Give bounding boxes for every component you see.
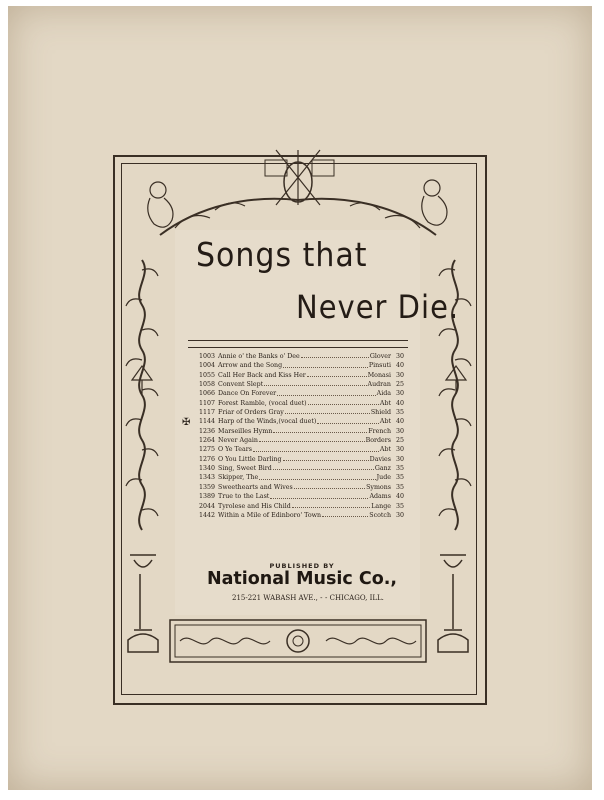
- song-number: 1275: [199, 446, 216, 454]
- song-composer: Monasi: [367, 371, 391, 379]
- song-number: 1343: [199, 474, 216, 482]
- song-list-item: [199, 502, 404, 511]
- title-line-1: Songs that: [196, 236, 368, 275]
- song-price: 40: [395, 362, 404, 370]
- song-composer: Scotch: [369, 511, 391, 519]
- song-number: 1340: [199, 465, 216, 473]
- song-composer: Aida: [376, 390, 391, 398]
- song-title: Within a Mile of Edinboro' Town: [218, 511, 322, 519]
- song-title: Convent Slept: [218, 381, 264, 389]
- song-composer: Glover: [369, 353, 391, 360]
- song-list-item: [199, 511, 404, 520]
- song-list-item: [199, 492, 404, 501]
- song-number: 1004: [199, 362, 216, 370]
- song-price: 25: [395, 437, 404, 445]
- song-composer: Jude: [376, 474, 391, 482]
- song-composer: Symons: [366, 483, 391, 491]
- song-price: 35: [395, 465, 404, 473]
- song-title: Sweethearts and Wives: [218, 483, 293, 491]
- song-title: Harp of the Winds,(vocal duet): [218, 418, 317, 426]
- leader-dots: [308, 399, 379, 405]
- song-price: 30: [395, 511, 404, 519]
- song-composer: Adams: [369, 493, 391, 501]
- song-composer: Lange: [371, 502, 391, 510]
- song-title: Annie o' the Banks o' Dee: [218, 353, 300, 360]
- song-price: 30: [395, 353, 404, 360]
- song-list: [199, 352, 404, 520]
- leader-dots: [273, 427, 367, 433]
- leader-dots: [283, 361, 368, 367]
- song-title: Arrow and the Song: [218, 362, 283, 370]
- song-title: True to the Last: [218, 493, 270, 501]
- song-number: 1359: [199, 483, 216, 491]
- song-title: Friar of Orders Gray: [218, 409, 284, 417]
- leader-dots: [292, 502, 370, 508]
- leader-dots: [253, 445, 379, 451]
- song-title: Dance On Forever: [218, 390, 277, 398]
- leader-dots: [273, 464, 374, 470]
- song-price: 30: [395, 390, 404, 398]
- song-number: 1144: [199, 418, 216, 426]
- song-list-item: [199, 445, 404, 454]
- song-composer: French: [368, 427, 391, 435]
- song-number: 1276: [199, 455, 216, 463]
- song-composer: Borders: [365, 437, 391, 445]
- leader-dots: [283, 455, 369, 461]
- song-title: O Ye Tears: [218, 446, 252, 454]
- song-price: 30: [395, 427, 404, 435]
- leader-dots: [270, 492, 368, 498]
- song-price: 30: [395, 371, 404, 379]
- song-number: 1055: [199, 371, 216, 379]
- song-list-item: [199, 473, 404, 482]
- song-title: Tyrolese and His Child: [218, 502, 291, 510]
- song-price: 30: [395, 446, 404, 454]
- song-composer: Abt: [379, 418, 391, 426]
- song-list-item: [199, 352, 404, 361]
- song-title: Forest Ramble, (vocal duet): [218, 399, 307, 407]
- song-number: 1236: [199, 427, 216, 435]
- song-list-item: [199, 399, 404, 408]
- song-number: 1003: [199, 353, 216, 360]
- song-title: Marseilles Hymn: [218, 427, 273, 435]
- song-title: Call Her Back and Kiss Her: [218, 371, 306, 379]
- song-price: 40: [395, 493, 404, 501]
- song-price: 35: [395, 483, 404, 491]
- song-list-item: [199, 427, 404, 436]
- decorative-divider: [188, 340, 408, 348]
- song-number: 1442: [199, 511, 216, 519]
- song-price: 35: [395, 474, 404, 482]
- song-composer: Davies: [369, 455, 391, 463]
- leader-dots: [301, 352, 369, 358]
- song-list-item: [199, 464, 404, 473]
- song-price: 40: [395, 399, 404, 407]
- song-number: 1117: [199, 409, 216, 417]
- song-composer: Ganz: [374, 465, 391, 473]
- song-price: 40: [395, 418, 404, 426]
- leader-dots: [277, 389, 375, 395]
- song-number: 1107: [199, 399, 216, 407]
- song-price: 35: [395, 502, 404, 510]
- song-list-item: [199, 483, 404, 492]
- leader-dots: [322, 511, 368, 517]
- song-list-item: [199, 371, 404, 380]
- song-title: Never Again: [218, 437, 258, 445]
- leader-dots: [317, 417, 379, 423]
- publisher-address: 215-221 WABASH AVE., -: [232, 594, 323, 602]
- song-title: Skipper, The: [218, 474, 259, 482]
- song-composer: Pinsuti: [368, 362, 391, 370]
- publisher-name: National Music Co.,: [206, 569, 398, 589]
- song-composer: Shield: [370, 409, 391, 417]
- song-number: 1066: [199, 390, 216, 398]
- song-list-item: [199, 408, 404, 417]
- song-price: 30: [395, 455, 404, 463]
- publisher-city: - CHICAGO, ILL.: [325, 594, 384, 602]
- leader-dots: [264, 380, 366, 386]
- song-composer: Abt: [379, 446, 391, 454]
- song-composer: Audran: [367, 381, 391, 389]
- song-number: 2044: [199, 502, 216, 510]
- cross-mark-icon: ✠: [182, 417, 191, 428]
- title-line-2: Never Die.: [296, 288, 460, 326]
- song-list-item: [199, 361, 404, 370]
- song-list-item: [199, 389, 404, 398]
- song-price: 25: [395, 381, 404, 389]
- leader-dots: [259, 473, 375, 479]
- leader-dots: [307, 371, 367, 377]
- song-list-item: [199, 436, 404, 445]
- published-by-label: PUBLISHED BY: [269, 562, 335, 570]
- song-list-item: [199, 455, 404, 464]
- song-number: 1389: [199, 493, 216, 501]
- song-price: 35: [395, 409, 404, 417]
- song-title: O You Little Darling: [218, 455, 282, 463]
- song-list-item: [199, 380, 404, 389]
- leader-dots: [294, 483, 365, 489]
- song-composer: Abt: [379, 399, 391, 407]
- leader-dots: [259, 436, 365, 442]
- song-list-item: [199, 417, 404, 426]
- song-number: 1058: [199, 381, 216, 389]
- leader-dots: [285, 408, 370, 414]
- song-number: 1264: [199, 437, 216, 445]
- song-title: Sing, Sweet Bird: [218, 465, 272, 473]
